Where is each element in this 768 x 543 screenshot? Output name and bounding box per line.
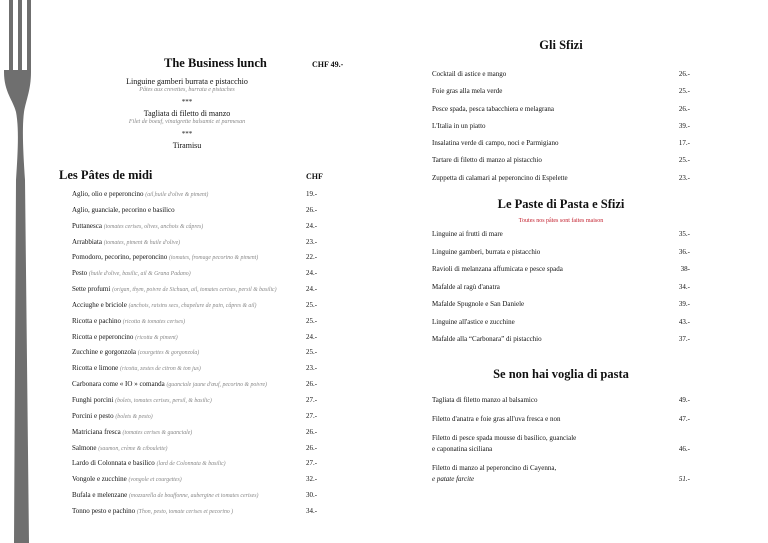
pasta-item-name: Arrabbiata <box>72 237 102 246</box>
fork-icon <box>0 0 60 543</box>
non-pasta-item-price: 47.- <box>678 414 690 423</box>
sfizi-row <box>432 105 690 122</box>
pasta-item-desc: (Thon, pesto, tomate cerises et pecorino ) <box>136 508 234 515</box>
paste-row <box>432 300 690 318</box>
pasta-item-name: Acciughe e briciole <box>72 300 127 309</box>
pasta-item-price: 26.- <box>306 427 318 436</box>
pasta-row <box>72 473 362 489</box>
pasta-item-desc: (tomates cerises & guanciale) <box>122 429 193 436</box>
pasta-item <box>72 459 226 467</box>
sfizi-item-price: 17.- <box>678 139 690 148</box>
paste-item-price: 35.- <box>678 230 690 239</box>
pasta-item-price: 19.- <box>306 190 318 198</box>
pasta-item-desc: (ricotta & piment) <box>135 334 178 341</box>
pasta-item-name: Ricotta e pachino <box>72 316 121 325</box>
paste-row <box>432 318 690 336</box>
paste-row <box>432 335 690 353</box>
pasta-item-price: 27.- <box>306 411 318 420</box>
paste-row <box>432 230 690 248</box>
pasta-item <box>72 380 267 388</box>
pasta-item-desc: (guanciale jaune d'œuf, pecorino & poivre) <box>166 382 267 389</box>
pasta-item <box>72 491 258 499</box>
paste-row <box>432 248 690 266</box>
pasta-item-name: Ricotta e peperoncino <box>72 332 134 341</box>
pasta-item-price: 27.- <box>306 395 318 404</box>
paste-item-name: Mafalde alla “Carbonara” di pistacchio <box>432 335 542 344</box>
pasta-row <box>72 346 362 362</box>
pasta-item <box>72 317 185 325</box>
lunch-item-desc: Filet de boeuf, vinaigrette balsamic et parmesan <box>128 119 246 125</box>
paste-item-price: 39.- <box>678 300 690 309</box>
pasta-item-price: 26.- <box>306 380 318 389</box>
sfizi-row <box>432 139 690 156</box>
paste-item-name: Linguine all'astice e zucchine <box>432 317 515 326</box>
pasta-item-name: Carbonara come « IO » comanda <box>72 380 165 389</box>
sfizi-item-name: Zuppetta di calamari al peperoncino di Espelette <box>432 173 568 182</box>
non-pasta-item-price: 51.- <box>678 474 690 483</box>
pasta-item-desc: (ricotta & tomates cerises) <box>122 318 186 325</box>
pasta-item-desc: (tomates cerises, olives, anchois & câpres) <box>103 223 204 230</box>
pasta-item-price: 34.- <box>306 506 318 515</box>
pasta-row <box>72 251 362 267</box>
non-pasta-item-name: Filetto di manzo al peperoncino di Cayenna, <box>432 463 557 472</box>
non-pasta-item-detail: e caponatina siciliana <box>432 444 493 453</box>
sfizi-item-name: Foie gras alla mela verde <box>432 87 503 96</box>
non-pasta-multi-row <box>432 434 690 464</box>
pasta-item-desc: (mozzarella de bouffonne, aubergine et tomates cerises) <box>128 493 259 500</box>
paste-item-name: Mafalde al ragù d'anatra <box>432 282 500 291</box>
non-pasta-row <box>432 396 690 415</box>
pasta-row <box>72 315 362 331</box>
pasta-item-price: 26.- <box>306 443 318 452</box>
lunch-item <box>72 109 302 126</box>
pasta-item-price: 32.- <box>306 475 318 484</box>
sfizi-item-price: 26.- <box>678 70 690 78</box>
pasta-item-name: Pomodoro, pecorino, peperoncino <box>72 253 168 262</box>
pasta-item-name: Aglio, olio e peperoncino <box>72 190 144 198</box>
pasta-row <box>72 394 362 410</box>
pasta-item <box>72 412 153 420</box>
paste-item-price: 43.- <box>678 317 690 326</box>
sfizi-row <box>432 87 690 104</box>
sfizi-item-name: Pesce spada, pesca tabacchiera e melagrana <box>432 104 555 113</box>
paste-item-name: Linguine ai frutti di mare <box>432 230 503 239</box>
pasta-item-desc: (courgettes & gorgonzola) <box>137 350 200 357</box>
pasta-row <box>72 505 362 521</box>
pasta-row <box>72 378 362 394</box>
pasta-item-desc: (bolets & pesto) <box>115 413 153 420</box>
lunch-item-desc: Pâtes aux crevettes, burrata e pistaches <box>139 87 235 93</box>
pasta-item <box>72 475 182 483</box>
pates-title: Les Pâtes de midi <box>59 168 153 182</box>
pasta-item-name: Zucchine e gorgonzola <box>72 348 137 357</box>
sfizi-row <box>432 70 690 87</box>
pasta-item-desc: (saumon, crème & ciboulette) <box>98 445 168 452</box>
pasta-row <box>72 283 362 299</box>
sfizi-item-name: Cocktail di astice e mango <box>432 70 507 78</box>
pasta-item <box>72 348 199 356</box>
pasta-item-price: 22.- <box>306 253 318 262</box>
sfizi-row <box>432 156 690 173</box>
pasta-item-desc: (anchois, raisins secs, chapelure de pain, câpres & ail) <box>128 302 257 309</box>
pasta-row <box>72 442 362 458</box>
pasta-item-name: Vongole e zucchine <box>72 475 127 484</box>
pasta-item-price: 26.- <box>306 205 318 214</box>
pates-currency: CHF <box>306 172 323 181</box>
pasta-item-name: Matriciana fresca <box>72 427 121 436</box>
non-pasta-row <box>432 415 690 434</box>
sfizi-item-name: Tartare di filetto di manzo al pistacchio <box>432 156 542 165</box>
pasta-item-desc: (huile d'olive, basilic, ail & Grana Padano) <box>88 271 191 278</box>
sfizi-list <box>432 70 690 191</box>
pasta-item-price: 23.- <box>306 364 318 373</box>
right-column <box>432 38 690 494</box>
pasta-item-desc: (vongole et courgettes) <box>128 477 182 484</box>
sfizi-row <box>432 174 690 191</box>
pasta-item <box>72 333 178 341</box>
homemade-note: Toutes nos pâtes sont faites maison <box>518 218 604 225</box>
pasta-row <box>72 299 362 315</box>
non-pasta-item-price: 46.- <box>678 444 690 453</box>
paste-item-name: Mafalde Spugnole e San Daniele <box>432 300 525 309</box>
pasta-item-price: 24.- <box>306 285 318 294</box>
non-pasta-item-name: Filetto di pesce spada mousse di basilico, guanciale <box>432 433 577 442</box>
pasta-item-name: Lardo di Colonnata e basilico <box>72 459 155 468</box>
pasta-row <box>72 331 362 347</box>
pasta-item <box>72 507 233 515</box>
lunch-item <box>72 77 302 94</box>
pasta-item-name: Porcini e pesto <box>72 411 114 420</box>
paste-item-price: 36.- <box>678 247 690 256</box>
sfizi-item-price: 25.- <box>678 87 690 96</box>
non-pasta-item-name: Filetto d'anatra e foie gras all'uva fresca e non <box>432 414 561 423</box>
pasta-item <box>72 285 277 293</box>
pasta-item-price: 27.- <box>306 459 318 468</box>
paste-row <box>432 265 690 283</box>
pasta-item <box>72 364 201 372</box>
pasta-item-price: 25.- <box>306 316 318 325</box>
business-lunch-price: CHF 49.- <box>312 60 344 69</box>
paste-row <box>432 283 690 301</box>
pasta-item-name: Pesto <box>72 269 88 278</box>
pasta-item-name: Bufala e melenzane <box>72 491 128 500</box>
paste-item-price: 38- <box>680 265 690 274</box>
pasta-item <box>72 222 203 230</box>
business-lunch-title: The Business lunch <box>164 56 267 70</box>
pates-list <box>72 188 362 521</box>
pasta-item-desc: (tomates, piment & huile d'olive) <box>103 239 181 246</box>
pasta-item-desc: (tomates, fromage pecorino & piment) <box>169 255 259 262</box>
pasta-row <box>72 267 362 283</box>
pasta-item-price: 25.- <box>306 348 318 357</box>
sfizi-item-price: 23.- <box>678 173 690 182</box>
sfizi-item-name: L'Italia in un piatto <box>432 121 486 130</box>
pasta-row <box>72 489 362 505</box>
non-pasta-multi-row <box>432 464 690 494</box>
paste-item-price: 37.- <box>678 335 690 344</box>
paste-item-name: Ravioli di melanzana affumicata e pesce spada <box>432 265 563 274</box>
pasta-item <box>72 253 258 261</box>
pasta-item-name: Tonno pesto e pachino <box>72 506 136 515</box>
pasta-item-price: 24.- <box>306 269 318 278</box>
business-lunch-header <box>72 50 362 72</box>
pasta-item-desc: (ricotta, zestes de citron & ton jus) <box>120 366 201 373</box>
pasta-item <box>72 238 180 246</box>
non-pasta-item-name: Tagliata di filetto manzo al balsamico <box>432 395 538 404</box>
sfizi-item-price: 26.- <box>678 104 690 113</box>
pasta-item <box>72 396 212 404</box>
pasta-item-price: 30.- <box>306 491 318 500</box>
pasta-item-price: 24.- <box>306 332 318 341</box>
pasta-item <box>72 428 192 436</box>
pasta-item <box>72 444 167 452</box>
sfizi-title: Gli Sfizi <box>539 38 583 52</box>
non-pasta-item-price: 49.- <box>678 395 690 404</box>
pasta-row <box>72 426 362 442</box>
pasta-item <box>72 269 191 277</box>
sfizi-item-name: Insalatina verde di campo, noci e Parmigiano <box>432 139 559 148</box>
pasta-row <box>72 204 362 220</box>
left-column <box>59 50 362 521</box>
pasta-row <box>72 362 362 378</box>
pasta-item-name: Funghi porcini <box>72 395 114 404</box>
pasta-row <box>72 236 362 252</box>
pasta-row <box>72 410 362 426</box>
pasta-item-name: Ricotta e limone <box>72 364 119 373</box>
lunch-separator: *** <box>181 130 193 138</box>
non-pasta-list <box>432 396 690 494</box>
paste-item-name: Linguine gamberi, burrata e pistacchio <box>432 247 541 256</box>
pasta-item-name: Puttanesca <box>72 221 102 230</box>
sfizi-row <box>432 122 690 139</box>
non-pasta-item-detail: e patate farcite <box>432 474 475 483</box>
pasta-item <box>72 190 208 198</box>
pasta-row <box>72 457 362 473</box>
pasta-item-name: Sette profumi <box>72 285 111 294</box>
lunch-separator: *** <box>181 98 193 106</box>
pasta-item-desc: (bolets, tomates cerises, persil, & basilic) <box>115 397 212 404</box>
pasta-item-name: Salmone <box>72 443 97 452</box>
pasta-row <box>72 188 362 204</box>
pates-header <box>59 168 362 188</box>
lunch-item <box>72 141 302 151</box>
lunch-item-name: Linguine gamberi burrata e pistacchio <box>126 77 248 86</box>
pasta-item <box>72 301 256 309</box>
pasta-item <box>72 206 175 214</box>
paste-item-price: 34.- <box>678 282 690 291</box>
pasta-item-name: Aglio, guanciale, pecorino e basilico <box>72 205 175 214</box>
sfizi-item-price: 25.- <box>678 156 690 165</box>
pasta-item-price: 24.- <box>306 221 318 230</box>
pasta-item-desc: (lard de Colonnata & basilic) <box>156 461 226 468</box>
pasta-row <box>72 220 362 236</box>
pasta-item-price: 25.- <box>306 300 318 309</box>
paste-list <box>432 230 690 353</box>
pasta-item-desc: (ail,huile d'olive & piment) <box>145 192 209 198</box>
lunch-item-name: Tagliata di filetto di manzo <box>143 109 231 118</box>
paste-sfizi-title: Le Paste di Pasta e Sfizi <box>497 197 625 212</box>
pasta-item-desc: (origan, thym, poivre de Sichuan, ail, tomates cerises, persil & basilic) <box>112 287 277 294</box>
pasta-item-price: 23.- <box>306 237 318 246</box>
sfizi-item-price: 39.- <box>678 121 690 130</box>
non-pasta-title: Se non hai voglia di pasta <box>493 366 629 381</box>
lunch-item-name: Tiramisu <box>172 141 202 150</box>
